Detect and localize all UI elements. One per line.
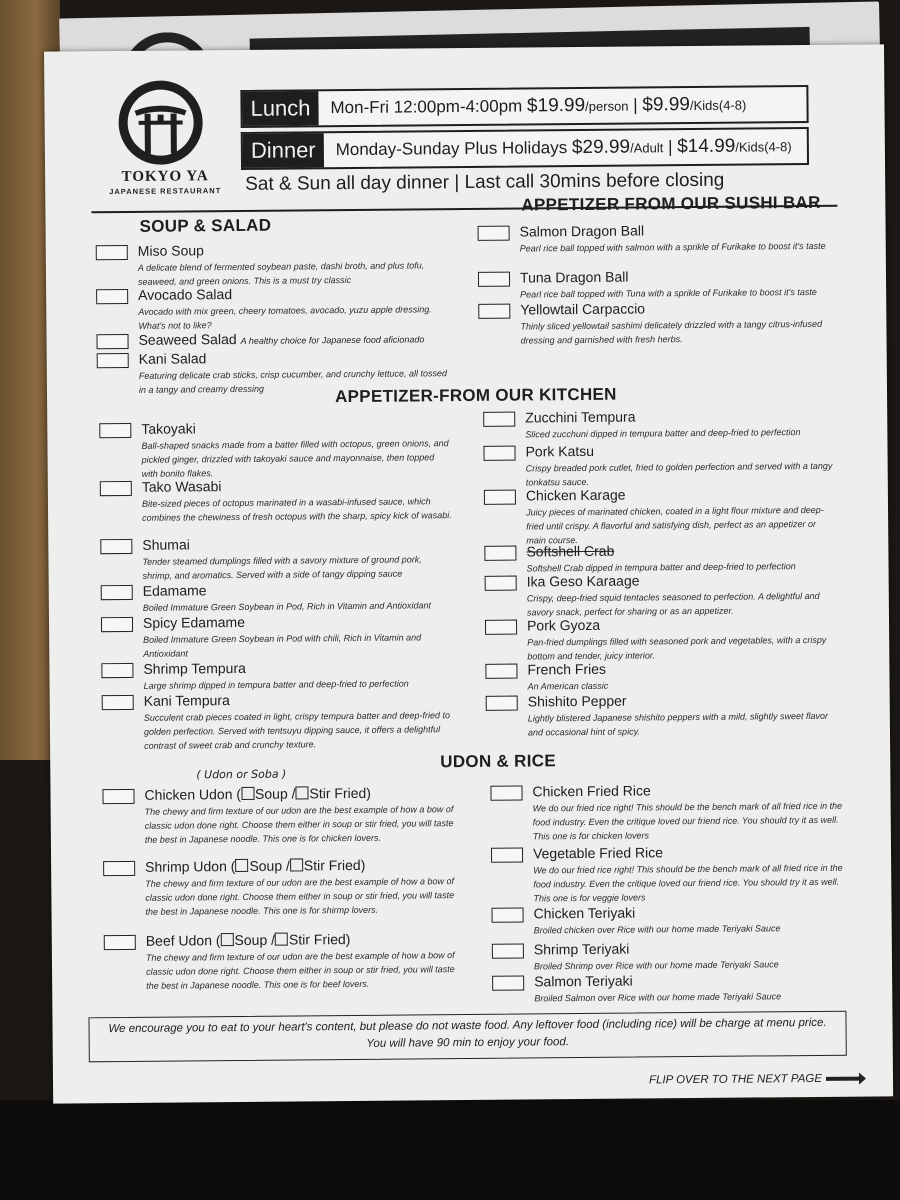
order-checkbox[interactable] (485, 664, 517, 679)
item-name-row (138, 329, 424, 347)
item-name: Avocado Salad (138, 286, 233, 303)
soup-option-label: Soup / (234, 931, 276, 949)
item-desc: Pearl rice ball topped with Tuna with a sprikle of Furikake to boost it's taste (520, 286, 817, 300)
stir-fried-option-label: Stir Fried) (303, 856, 366, 874)
item-name: Miso Soup (137, 242, 204, 259)
order-checkbox[interactable] (100, 539, 132, 554)
item-name: Edamame (142, 582, 207, 599)
soup-option-checkbox[interactable] (220, 933, 233, 946)
item-name: Shrimp Tempura (143, 659, 246, 677)
item-name: Tako Wasabi (141, 478, 222, 495)
dinner-row (241, 127, 809, 170)
item-name: Softshell Crab (526, 542, 615, 560)
order-checkbox[interactable] (485, 620, 517, 635)
order-checkbox[interactable] (486, 696, 518, 711)
restaurant-subtitle: JAPANESE RESTAURANT (109, 186, 222, 197)
item-desc: Juicy pieces of marinated chicken, coated in a light flour mixture and deep-fried until crispy. A flavorful and satisfying dish, perfect as an appetizer or main course. (526, 504, 824, 546)
lunch-price-unit: /person (585, 98, 629, 114)
lunch-days: Mon-Fri 12:00pm-4:00pm (330, 96, 523, 118)
item-name: Kani Tempura (143, 692, 230, 709)
item-name: Chicken Teriyaki (533, 904, 636, 922)
item-name: Vegetable Fried Rice (532, 844, 664, 862)
order-checkbox[interactable] (492, 908, 524, 923)
item-desc: We do our fried rice right! This should be the bench mark of all fried rice in the food industry. Even the critique loved our friend rice. You should try it as well. This one is for chicken lovers (532, 800, 843, 842)
order-checkbox[interactable] (99, 423, 131, 438)
order-checkbox[interactable] (96, 334, 128, 349)
item-name: Ika Geso Karaage (526, 572, 640, 590)
item-name: Salmon Teriyaki (534, 972, 633, 990)
item-name: Chicken Udon ( (144, 785, 242, 803)
lunch-details: Mon-Fri 12:00pm-4:00pm $19.99/person | $9.99/Kids(4-8) (330, 94, 747, 118)
item-name: Yellowtail Carpaccio (520, 300, 646, 318)
order-checkbox[interactable] (101, 663, 133, 678)
order-checkbox[interactable] (483, 446, 515, 461)
item-desc: Tender steamed dumplings filled with a savory mixture of ground pork, shrimp, and aromatics. Served with a side of tangy dipping sauce (142, 554, 422, 581)
item-name: Chicken Karage (525, 486, 626, 504)
item-name-row (146, 931, 351, 949)
item-desc: Softshell Crab dipped in tempura batter and deep-fried to perfection (526, 561, 796, 574)
item-desc: Pan-fried dumplings filled with seasoned pork and vegetables, with a crispy bottom and tender, juicy interior. (527, 634, 827, 662)
item-desc: Sliced zucchuni dipped in tempura batter and deep-fried to perfection (525, 427, 801, 440)
menu-item[interactable] (478, 221, 826, 254)
weekend-note: Sat & Sun all day dinner | Last call 30mins before closing (245, 169, 725, 195)
item-desc: Broiled Shrimp over Rice with our home made Teriyaki Sauce (533, 959, 779, 972)
restaurant-name: TOKYO YA (121, 168, 209, 185)
order-checkbox[interactable] (485, 576, 517, 591)
lunch-label: Lunch (242, 91, 318, 126)
menu-item[interactable] (483, 407, 813, 440)
dinner-label: Dinner (243, 133, 324, 168)
hours-panel (240, 85, 809, 196)
dark-floor (0, 1100, 900, 1200)
flip-over-note (649, 1073, 860, 1087)
item-name: Beef Udon ( (145, 932, 221, 949)
item-desc: Crispy breaded pork cutlet, fried to golden perfection and served with a tangy tonkatsu sauce. (525, 460, 833, 488)
item-desc: We do our fried rice right! This should be the bench mark of all fried rice in the food industry. Even the critique loved our friend rice. You should try it as well. This one is for veggie lovers (533, 862, 843, 904)
soup-option-label: Soup / (249, 857, 290, 874)
item-desc: Broiled chicken over Rice with our home made Teriyaki Sauce (533, 923, 781, 936)
dinner-kids-price: $14.99 (677, 135, 736, 158)
item-desc: Boiled Immature Green Soybean in Pod with chili, Rich in Vitamin and Antioxidant (143, 632, 422, 659)
menu-item[interactable] (99, 418, 449, 479)
handwritten-note: ( Udon or Soba ) (196, 767, 287, 782)
item-name: Pork Katsu (525, 442, 595, 460)
item-name: Salmon Dragon Ball (519, 222, 645, 240)
soup-salad-title: SOUP & SALAD (139, 215, 272, 236)
lunch-row (240, 85, 808, 128)
stir-fried-option-checkbox[interactable] (275, 933, 288, 946)
order-checkbox[interactable] (484, 490, 516, 505)
udon-rice-title: UDON & RICE (440, 751, 557, 772)
item-desc: Pearl rice ball topped with salmon with a sprikle of Furikake to boost it's taste (519, 240, 826, 254)
dinner-price: $29.99 (571, 136, 631, 159)
item-name: Shishito Pepper (527, 692, 627, 710)
menu-item[interactable] (100, 534, 430, 581)
menu-item[interactable] (104, 930, 484, 991)
item-desc: Thinly sliced yellowtail sashimi delicately drizzled with a tangy citrus-infused dressing and garnished with fresh herbs. (520, 318, 823, 346)
item-desc: Boiled Immature Green Soybean in Pod, Rich in Vitamin and Antioxidant (142, 600, 432, 613)
menu-item[interactable] (490, 781, 843, 842)
item-desc: Lightly blistered Japanese shishito peppers with a mild, slightly sweet flavor and occasional hint of spicy. (527, 710, 829, 738)
order-checkbox[interactable] (96, 289, 128, 304)
arrow-right-icon (826, 1077, 860, 1081)
order-checkbox[interactable] (491, 848, 523, 863)
menu-item[interactable] (96, 240, 426, 287)
order-checkbox[interactable] (492, 976, 524, 991)
item-desc: An American classic (527, 680, 609, 692)
order-checkbox[interactable] (104, 935, 136, 950)
menu-item[interactable] (103, 856, 483, 917)
item-desc: Avocado with mix green, cheery tomatoes, avocado, yuzu apple dressing. What's not to like? (138, 304, 432, 331)
order-checkbox[interactable] (492, 944, 524, 959)
kitchen-title: APPETIZER-FROM OUR KITCHEN (334, 384, 617, 407)
order-checkbox[interactable] (97, 353, 129, 368)
torii-logo-icon (118, 80, 203, 165)
order-checkbox[interactable] (102, 695, 134, 710)
order-checkbox[interactable] (483, 412, 515, 427)
stir-fried-option-checkbox[interactable] (290, 858, 303, 871)
dinner-kids-unit: /Kids(4-8) (735, 139, 792, 155)
order-checkbox[interactable] (478, 304, 510, 319)
item-desc: A delicate blend of fermented soybean paste, dashi broth, and plus tofu, seaweed, and green onions. This is a must try classic (137, 260, 425, 287)
sushi-bar-title: APPETIZER FROM OUR SUSHI BAR (521, 192, 821, 215)
notice-line-1: We encourage you to eat to your heart's content, but please do not waste food. Any leftover food (including rice) will be charge at menu price. (108, 1016, 827, 1036)
stir-fried-option-label: Stir Fried) (309, 784, 372, 802)
order-checkbox[interactable] (100, 481, 132, 496)
dinner-days: Monday-Sunday Plus Holidays (335, 138, 568, 160)
item-name: Chicken Fried Rice (532, 782, 651, 800)
item-desc: Bite-sized pieces of octopus marinated in a wasabi-infused sauce, which combines the chewiness of fresh octopus with the sharp, spicy kick of wasabi. (141, 496, 452, 523)
item-name: Shumai (142, 536, 190, 553)
order-checkbox[interactable] (478, 226, 510, 241)
menu-item[interactable] (102, 784, 482, 845)
order-checkbox[interactable] (478, 272, 510, 287)
soup-option-label: Soup / (254, 785, 296, 802)
order-checkbox[interactable] (102, 789, 134, 804)
order-checkbox[interactable] (490, 786, 522, 801)
stir-fried-option-checkbox[interactable] (295, 786, 308, 799)
flip-text: FLIP OVER TO THE NEXT PAGE (648, 1072, 823, 1087)
order-checkbox[interactable] (96, 245, 128, 260)
order-checkbox[interactable] (101, 617, 133, 632)
item-name: Shrimp Udon ( (145, 858, 236, 875)
dinner-price-unit: /Adult (630, 140, 664, 156)
order-checkbox[interactable] (101, 585, 133, 600)
item-desc: Ball-shaped snacks made from a batter filled with octopus, green onions, and pickled ginger, drizzled with takoyaki sauce and mayonnaise, then topped with bonito flakes. (141, 438, 449, 479)
item-name: French Fries (527, 660, 607, 678)
item-desc: Crispy, deep-fried squid tentacles seasoned to perfection. A delightful and savory snack, perfect for sharing or as an appetizer. (526, 590, 820, 618)
item-desc: The chewy and firm texture of our udon are the best example of how a bow of classic udon done right. Choose them either in soup or stir fried, you will taste the best in Japanese noodle. This one is for shirmp lovers. (145, 876, 455, 917)
item-name: Kani Salad (138, 350, 207, 367)
item-name: Spicy Edamame (142, 613, 246, 631)
stir-fried-option-label: Stir Fried) (288, 931, 351, 948)
menu-item[interactable] (478, 267, 817, 300)
item-name: Tuna Dragon Ball (519, 268, 629, 286)
item-name: Shrimp Teriyaki (533, 940, 630, 958)
item-desc: The chewy and firm texture of our udon are the best example of how a bow of classic udon done right. Choose them either in soup or stir fried, you will taste the best in Japanese noodle. This one is for beef lovers. (145, 950, 455, 991)
item-desc: Broiled Salmon over Rice with our home made Teriyaki Sauce (534, 991, 782, 1004)
soup-option-checkbox[interactable] (241, 787, 254, 800)
lunch-kids-unit: /Kids(4-8) (689, 97, 747, 114)
menu-item[interactable] (492, 939, 822, 972)
food-waste-notice (88, 1011, 846, 1063)
order-checkbox[interactable] (484, 546, 516, 561)
item-name-row (144, 785, 371, 803)
item-desc: Succulent crab pieces coated in light, crispy tempura batter and deep-fried to golden perfection. Served with tentsuyu dipping sauce, it offers a delightful contrast of sweet crab and crunchy texture. (143, 710, 451, 751)
dinner-details: Monday-Sunday Plus Holidays $29.99/Adult | $14.99/Kids(4-8) (335, 135, 792, 160)
menu-item[interactable] (97, 348, 448, 395)
soup-option-checkbox[interactable] (235, 859, 248, 872)
lunch-price: $19.99 (526, 94, 586, 117)
order-checkbox[interactable] (103, 861, 135, 876)
notice-line-2: You will have 90 min to enjoy your food. (366, 1036, 570, 1050)
item-name: Pork Gyoza (526, 616, 601, 634)
item-desc: A healthy choice for Japanese food aficionado (240, 334, 425, 346)
item-name: Takoyaki (141, 420, 196, 437)
item-name: Seaweed Salad (138, 330, 237, 348)
lunch-kids-price: $9.99 (642, 94, 691, 116)
item-desc: The chewy and firm texture of our udon are the best example of how a bow of classic udon done right. Choose them either in soup or stir fried, you will taste the best in Japanese noodle. This one is for chicken lovers. (144, 804, 454, 845)
item-name-row (145, 857, 365, 875)
item-desc: Large shrimp dipped in tempura batter and deep-fried to perfection (143, 678, 409, 691)
menu-sheet (44, 44, 893, 1103)
item-name: Zucchini Tempura (525, 408, 636, 426)
item-desc: Featuring delicate crab sticks, crisp cucumber, and crunchy lettuce, all tossed in a tangy and creamy dressing (138, 368, 448, 395)
